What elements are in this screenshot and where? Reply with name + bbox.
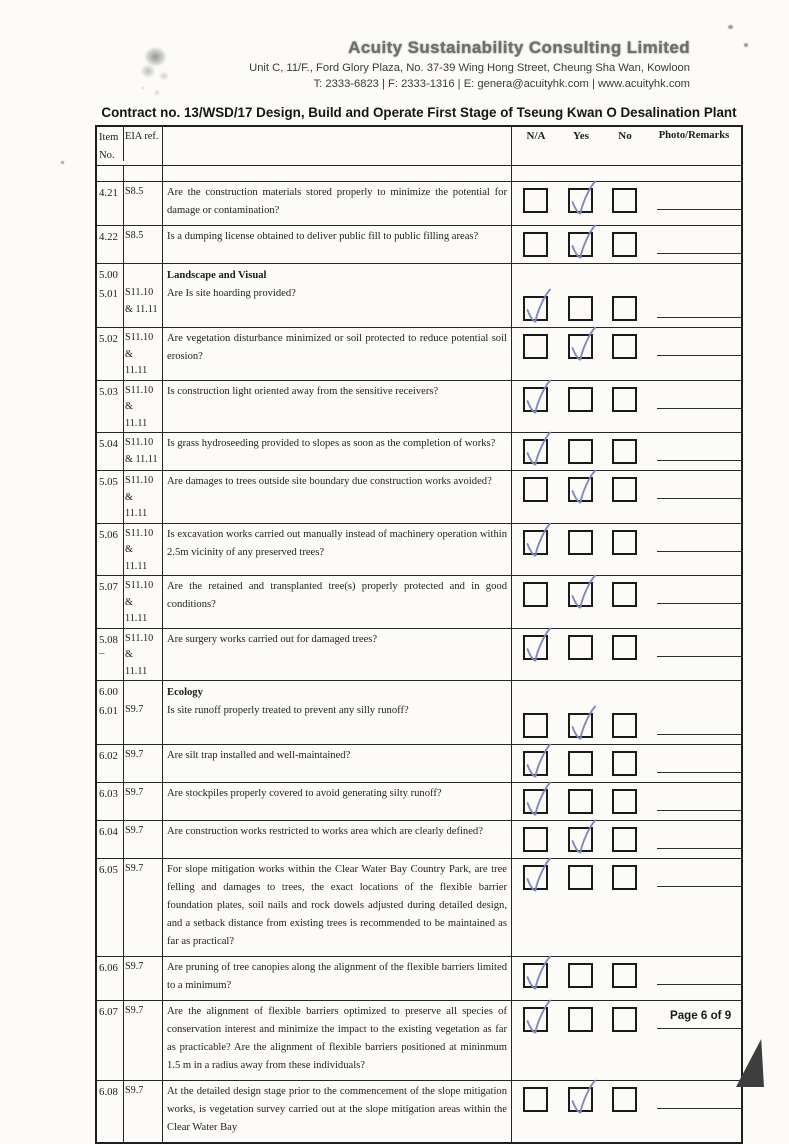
table-header-row bbox=[97, 127, 741, 165]
eia-ref: S9.7 bbox=[125, 961, 144, 972]
question-text: Are Is site hoarding provided? bbox=[167, 288, 296, 299]
column-header-yes: Yes bbox=[573, 130, 589, 142]
item-no: 6.07 bbox=[99, 1006, 118, 1018]
item-no-cell bbox=[97, 629, 124, 681]
question-cell bbox=[163, 182, 512, 225]
question-text: Is a dumping license obtained to deliver public fill to public filling areas? bbox=[167, 231, 479, 242]
check-tick bbox=[521, 743, 553, 785]
remarks-blank-line[interactable] bbox=[657, 253, 743, 254]
answer-cell bbox=[512, 433, 741, 470]
eia-ref: S9.7 bbox=[125, 1085, 144, 1096]
checkbox-na[interactable] bbox=[523, 751, 548, 776]
column-header-no: No bbox=[618, 130, 632, 142]
question-text: Are silt trap installed and well-maintained? bbox=[167, 750, 351, 761]
eia-ref-cell bbox=[124, 524, 163, 576]
remarks-blank-line[interactable] bbox=[657, 1028, 743, 1029]
checkbox-na[interactable] bbox=[523, 635, 548, 660]
section-title: Landscape and Visual bbox=[167, 270, 267, 281]
answer-cell bbox=[512, 1081, 741, 1142]
eia-ref-line2: 11.11 bbox=[125, 613, 148, 624]
checkbox-no[interactable] bbox=[612, 477, 637, 502]
item-no-cell bbox=[97, 576, 124, 628]
table-row bbox=[97, 181, 741, 225]
check-tick bbox=[566, 224, 598, 266]
checkbox-yes[interactable] bbox=[568, 827, 593, 852]
check-tick bbox=[521, 857, 553, 899]
checkbox-na[interactable] bbox=[523, 713, 548, 738]
eia-ref: S11.10 bbox=[125, 287, 154, 298]
scan-artifact bbox=[728, 25, 733, 29]
check-tick bbox=[566, 819, 598, 861]
checkbox-no[interactable] bbox=[612, 439, 637, 464]
checkbox-yes[interactable] bbox=[568, 439, 593, 464]
answer-cell bbox=[512, 821, 741, 858]
answer-cell bbox=[512, 328, 741, 380]
item-no-cell bbox=[97, 783, 124, 820]
answer-cell bbox=[512, 471, 741, 523]
eia-ref: S11.10 & bbox=[125, 475, 154, 503]
checkbox-no[interactable] bbox=[612, 334, 637, 359]
item-no: 4.22 bbox=[99, 231, 118, 243]
empty-separator-row bbox=[97, 165, 741, 181]
remarks-blank-line[interactable] bbox=[657, 498, 743, 499]
checkbox-no[interactable] bbox=[612, 963, 637, 988]
item-no-cell bbox=[97, 328, 124, 380]
checkbox-yes[interactable] bbox=[568, 713, 593, 738]
checkbox-yes[interactable] bbox=[568, 477, 593, 502]
item-no-cell bbox=[97, 226, 124, 263]
table-row bbox=[97, 263, 741, 327]
question-cell bbox=[163, 629, 512, 681]
table-row bbox=[97, 225, 741, 263]
scan-artifact bbox=[61, 161, 64, 164]
checkbox-yes[interactable] bbox=[568, 1007, 593, 1032]
question-text: Are the retained and transplanted tree(s) properly protected and in good conditions? bbox=[167, 581, 507, 610]
checkbox-no[interactable] bbox=[612, 582, 637, 607]
checkbox-no[interactable] bbox=[612, 789, 637, 814]
item-no-cell bbox=[97, 471, 124, 523]
checkbox-na[interactable] bbox=[523, 789, 548, 814]
table-row bbox=[97, 782, 741, 820]
item-no: 6.03 bbox=[99, 788, 118, 800]
eia-ref: S9.7 bbox=[125, 825, 144, 836]
item-no-cell bbox=[97, 264, 124, 327]
checkbox-yes[interactable] bbox=[568, 188, 593, 213]
company-name: Acuity Sustainability Consulting Limited bbox=[348, 38, 690, 57]
table-row bbox=[97, 432, 741, 470]
checkbox-na[interactable] bbox=[523, 232, 548, 257]
eia-ref-line2: & 11.11 bbox=[125, 453, 158, 465]
remarks-blank-line[interactable] bbox=[657, 317, 743, 318]
item-no-cell bbox=[97, 433, 124, 470]
eia-ref: S11.10 & bbox=[125, 384, 154, 412]
eia-ref-cell bbox=[124, 433, 163, 470]
item-no-cell bbox=[97, 859, 124, 956]
answer-cell bbox=[512, 576, 741, 628]
checkbox-na[interactable] bbox=[523, 963, 548, 988]
question-cell bbox=[163, 957, 512, 1000]
eia-ref-line2: & 11.11 bbox=[125, 303, 158, 315]
column-header-eia-ref: EIA ref. bbox=[124, 127, 163, 165]
remarks-blank-line[interactable] bbox=[657, 848, 743, 849]
remarks-blank-line[interactable] bbox=[657, 551, 743, 552]
answer-cell bbox=[512, 629, 741, 681]
eia-ref: S9.7 bbox=[125, 787, 144, 798]
checkbox-no[interactable] bbox=[612, 1007, 637, 1032]
question-cell bbox=[163, 264, 512, 327]
answer-cell bbox=[512, 264, 741, 327]
checkbox-yes[interactable] bbox=[568, 582, 593, 607]
checkbox-na[interactable] bbox=[523, 530, 548, 555]
answer-cell bbox=[512, 745, 741, 782]
checkbox-no[interactable] bbox=[612, 751, 637, 776]
checkbox-yes[interactable] bbox=[568, 296, 593, 321]
section-item-no: 5.00 bbox=[99, 269, 118, 281]
checkbox-na[interactable] bbox=[523, 827, 548, 852]
item-no: 5.01 bbox=[99, 288, 118, 300]
eia-ref-cell bbox=[124, 471, 163, 523]
eia-ref: S11.10 & bbox=[125, 632, 154, 660]
remarks-blank-line[interactable] bbox=[657, 734, 743, 735]
eia-ref-cell bbox=[124, 381, 163, 433]
remarks-blank-line[interactable] bbox=[657, 408, 743, 409]
question-cell bbox=[163, 433, 512, 470]
checkbox-yes[interactable] bbox=[568, 1087, 593, 1112]
item-no: 5.05 bbox=[99, 476, 118, 488]
checkbox-yes[interactable] bbox=[568, 232, 593, 257]
eia-ref-cell bbox=[124, 745, 163, 782]
table-row bbox=[97, 575, 741, 628]
remarks-blank-line[interactable] bbox=[657, 355, 743, 356]
eia-ref-cell bbox=[124, 328, 163, 380]
remarks-blank-line[interactable] bbox=[657, 886, 743, 887]
item-no-cell bbox=[97, 821, 124, 858]
eia-ref: S9.7 bbox=[125, 1005, 144, 1016]
eia-ref-line2: 11.11 bbox=[125, 365, 148, 376]
eia-ref-cell bbox=[124, 629, 163, 681]
item-no-cell bbox=[97, 957, 124, 1000]
eia-ref-cell bbox=[124, 1001, 163, 1080]
eia-ref-cell bbox=[124, 821, 163, 858]
check-tick bbox=[566, 705, 598, 747]
item-no: 6.01 bbox=[99, 705, 118, 717]
question-text: Are damages to trees outside site boundary due construction works avoided? bbox=[167, 476, 492, 487]
item-no-cell bbox=[97, 524, 124, 576]
checklist-table bbox=[95, 125, 743, 1144]
remarks-blank-line[interactable] bbox=[657, 772, 743, 773]
company-address: Unit C, 11/F., Ford Glory Plaza, No. 37-39 Wing Hong Street, Cheung Sha Wan, Kowloon bbox=[249, 62, 690, 74]
checkbox-na[interactable] bbox=[523, 1007, 548, 1032]
eia-ref-line2: 11.11 bbox=[125, 560, 148, 572]
item-no-cell bbox=[97, 1081, 124, 1142]
checkbox-yes[interactable] bbox=[568, 789, 593, 814]
question-text: For slope mitigation works within the Clear Water Bay Country Park, are tree felling and damages to trees, the exact locations of the flexible barrier foundation plates, soil nails and rock dowels adjusted during detailed design, and a setback distance from existing trees is recommended to be maintained as far as practical? bbox=[167, 864, 507, 947]
question-text: Is excavation works carried out manually instead of machinery operation within 2.5m vicinity of any preserved trees? bbox=[167, 528, 507, 558]
checkbox-yes[interactable] bbox=[568, 865, 593, 890]
item-no: 6.06 bbox=[99, 962, 118, 974]
question-text: Is grass hydroseeding provided to slopes as soon as the completion of works? bbox=[167, 438, 496, 449]
question-text: Are the alignment of flexible barriers optimized to preserve all species of conservation interest and minimize the impact to the existing vegetation as far as practicable? Are the alignment of flexible barriers positioned at mininmum 1.5 m in a radius away from these individuals? bbox=[167, 1006, 507, 1071]
checkbox-na[interactable] bbox=[523, 296, 548, 321]
check-tick bbox=[566, 180, 598, 222]
pen-mark: – bbox=[99, 646, 105, 659]
check-tick bbox=[521, 379, 553, 421]
eia-ref-line2: 11.11 bbox=[125, 665, 148, 677]
question-cell bbox=[163, 859, 512, 956]
remarks-blank-line[interactable] bbox=[657, 810, 743, 811]
column-header-item-no: Item No. bbox=[97, 127, 124, 161]
page-title: Contract no. 13/WSD/17 Design, Build and Operate First Stage of Tseung Kwan O Desalination Plant bbox=[101, 105, 737, 120]
check-tick bbox=[521, 522, 553, 564]
table-row bbox=[97, 820, 741, 858]
question-cell bbox=[163, 1081, 512, 1142]
item-no: 5.07 bbox=[99, 581, 118, 593]
question-cell bbox=[163, 681, 512, 744]
question-cell bbox=[163, 1001, 512, 1080]
item-no: 5.08 bbox=[99, 633, 118, 646]
checkbox-na[interactable] bbox=[523, 582, 548, 607]
column-header-na: N/A bbox=[526, 130, 546, 142]
table-row bbox=[97, 628, 741, 681]
eia-ref-cell bbox=[124, 1081, 163, 1142]
question-text: Are the construction materials stored properly to minimize the potential for damage or contamination? bbox=[167, 187, 507, 216]
checkbox-na[interactable] bbox=[523, 387, 548, 412]
column-header-question bbox=[163, 127, 512, 165]
checkbox-no[interactable] bbox=[612, 530, 637, 555]
question-text: Is construction light oriented away from the sensitive receivers? bbox=[167, 385, 439, 397]
page-number: Page 6 of 9 bbox=[670, 1009, 732, 1022]
table-row bbox=[97, 327, 741, 380]
check-tick bbox=[521, 431, 553, 473]
question-text: Are stockpiles properly covered to avoid generating silty runoff? bbox=[167, 788, 442, 799]
checkbox-no[interactable] bbox=[612, 865, 637, 890]
check-tick bbox=[521, 781, 553, 823]
remarks-blank-line[interactable] bbox=[657, 656, 743, 657]
question-cell bbox=[163, 381, 512, 433]
checkbox-na[interactable] bbox=[523, 334, 548, 359]
company-contact: T: 2333-6823 | F: 2333-1316 | E: genera@acuityhk.com | www.acuityhk.com bbox=[313, 77, 690, 90]
checkbox-no[interactable] bbox=[612, 188, 637, 213]
section-title: Ecology bbox=[167, 687, 203, 698]
eia-ref-line2: 11.11 bbox=[125, 508, 148, 519]
remarks-blank-line[interactable] bbox=[657, 984, 743, 985]
check-tick bbox=[521, 999, 553, 1041]
table-row bbox=[97, 1000, 741, 1080]
answer-cell bbox=[512, 957, 741, 1000]
column-header-remarks: Photo/Remarks bbox=[658, 130, 730, 141]
eia-ref: S11.10 & bbox=[125, 527, 154, 555]
item-no: 5.02 bbox=[99, 333, 118, 345]
table-row bbox=[97, 523, 741, 576]
eia-ref: S8.5 bbox=[125, 186, 144, 197]
eia-ref-cell bbox=[124, 264, 163, 327]
question-text: Are surgery works carried out for damaged trees? bbox=[167, 633, 378, 645]
item-no: 5.06 bbox=[99, 528, 118, 541]
eia-ref-cell bbox=[124, 576, 163, 628]
question-text: Are vegetation disturbance minimized or soil protected to reduce potential soil erosion? bbox=[167, 333, 507, 362]
item-no: 5.03 bbox=[99, 385, 118, 398]
check-tick bbox=[566, 469, 598, 511]
eia-ref: S11.10 bbox=[125, 437, 154, 448]
answer-cell bbox=[512, 381, 741, 433]
table-row bbox=[97, 470, 741, 523]
question-cell bbox=[163, 226, 512, 263]
item-no-cell bbox=[97, 745, 124, 782]
column-headers-answers bbox=[512, 127, 741, 165]
question-cell bbox=[163, 471, 512, 523]
checkbox-yes[interactable] bbox=[568, 635, 593, 660]
item-no: 6.08 bbox=[99, 1086, 118, 1098]
answer-cell bbox=[512, 226, 741, 263]
question-text: At the detailed design stage prior to the commencement of the slope mitigation works, is vegetation survey carried out at the slope mitigation areas within the Clear Water Bay bbox=[167, 1086, 507, 1133]
question-cell bbox=[163, 745, 512, 782]
answer-cell bbox=[512, 681, 741, 744]
eia-ref: S11.10 & bbox=[125, 332, 154, 360]
scan-artifact bbox=[744, 43, 748, 47]
checkbox-yes[interactable] bbox=[568, 751, 593, 776]
check-tick bbox=[521, 627, 553, 669]
checkbox-no[interactable] bbox=[612, 635, 637, 660]
table-row bbox=[97, 858, 741, 956]
remarks-blank-line[interactable] bbox=[657, 1108, 743, 1109]
item-no-cell bbox=[97, 381, 124, 433]
check-tick bbox=[521, 288, 553, 330]
check-tick bbox=[566, 574, 598, 616]
table-row bbox=[97, 744, 741, 782]
item-no-cell bbox=[97, 1001, 124, 1080]
question-text: Are construction works restricted to works area which are clearly defined? bbox=[167, 826, 483, 837]
checkbox-na[interactable] bbox=[523, 865, 548, 890]
eia-ref-cell bbox=[124, 859, 163, 956]
checkbox-no[interactable] bbox=[612, 296, 637, 321]
eia-ref-cell bbox=[124, 681, 163, 744]
check-tick bbox=[566, 326, 598, 368]
question-cell bbox=[163, 328, 512, 380]
answer-cell bbox=[512, 783, 741, 820]
answer-cell bbox=[512, 524, 741, 576]
checkbox-no[interactable] bbox=[612, 713, 637, 738]
eia-ref: S11.10 & bbox=[125, 580, 154, 608]
eia-ref-cell bbox=[124, 182, 163, 225]
checkbox-na[interactable] bbox=[523, 439, 548, 464]
item-no: 6.04 bbox=[99, 826, 118, 838]
section-item-no: 6.00 bbox=[99, 686, 118, 698]
item-no: 6.05 bbox=[99, 864, 118, 876]
checkbox-no[interactable] bbox=[612, 232, 637, 257]
item-no-cell bbox=[97, 681, 124, 744]
eia-ref: S8.5 bbox=[125, 230, 144, 241]
question-cell bbox=[163, 576, 512, 628]
answer-cell bbox=[512, 859, 741, 956]
checkbox-no[interactable] bbox=[612, 1087, 637, 1112]
item-no-cell bbox=[97, 182, 124, 225]
answer-cell bbox=[512, 182, 741, 225]
remarks-blank-line[interactable] bbox=[657, 603, 743, 604]
company-stamp-logo bbox=[133, 40, 183, 100]
item-no: 4.21 bbox=[99, 187, 118, 199]
question-cell bbox=[163, 821, 512, 858]
check-tick bbox=[566, 1079, 598, 1121]
question-text: Is site runoff properly treated to prevent any silly runoff? bbox=[167, 705, 409, 716]
item-no: 5.04 bbox=[99, 438, 118, 450]
table-row bbox=[97, 380, 741, 433]
table-row bbox=[97, 956, 741, 1000]
eia-ref: S9.7 bbox=[125, 749, 144, 760]
checkbox-no[interactable] bbox=[612, 827, 637, 852]
checkbox-yes[interactable] bbox=[568, 530, 593, 555]
table-row bbox=[97, 680, 741, 744]
checkbox-yes[interactable] bbox=[568, 963, 593, 988]
eia-ref-cell bbox=[124, 783, 163, 820]
question-text: Are pruning of tree canopies along the alignment of the flexible barriers limited to a minimum? bbox=[167, 962, 507, 991]
table-row bbox=[97, 1080, 741, 1142]
eia-ref: S9.7 bbox=[125, 863, 144, 874]
checkbox-na[interactable] bbox=[523, 477, 548, 502]
item-no: 6.02 bbox=[99, 750, 118, 762]
question-cell bbox=[163, 524, 512, 576]
eia-ref-line2: 11.11 bbox=[125, 417, 148, 429]
letterhead bbox=[249, 38, 690, 92]
eia-ref-cell bbox=[124, 957, 163, 1000]
remarks-blank-line[interactable] bbox=[657, 460, 743, 461]
check-tick bbox=[521, 955, 553, 997]
checkbox-na[interactable] bbox=[523, 188, 548, 213]
checkbox-yes[interactable] bbox=[568, 387, 593, 412]
checkbox-yes[interactable] bbox=[568, 334, 593, 359]
question-cell bbox=[163, 783, 512, 820]
eia-ref: S9.7 bbox=[125, 704, 144, 715]
remarks-blank-line[interactable] bbox=[657, 209, 743, 210]
checkbox-no[interactable] bbox=[612, 387, 637, 412]
eia-ref-cell bbox=[124, 226, 163, 263]
checkbox-na[interactable] bbox=[523, 1087, 548, 1112]
